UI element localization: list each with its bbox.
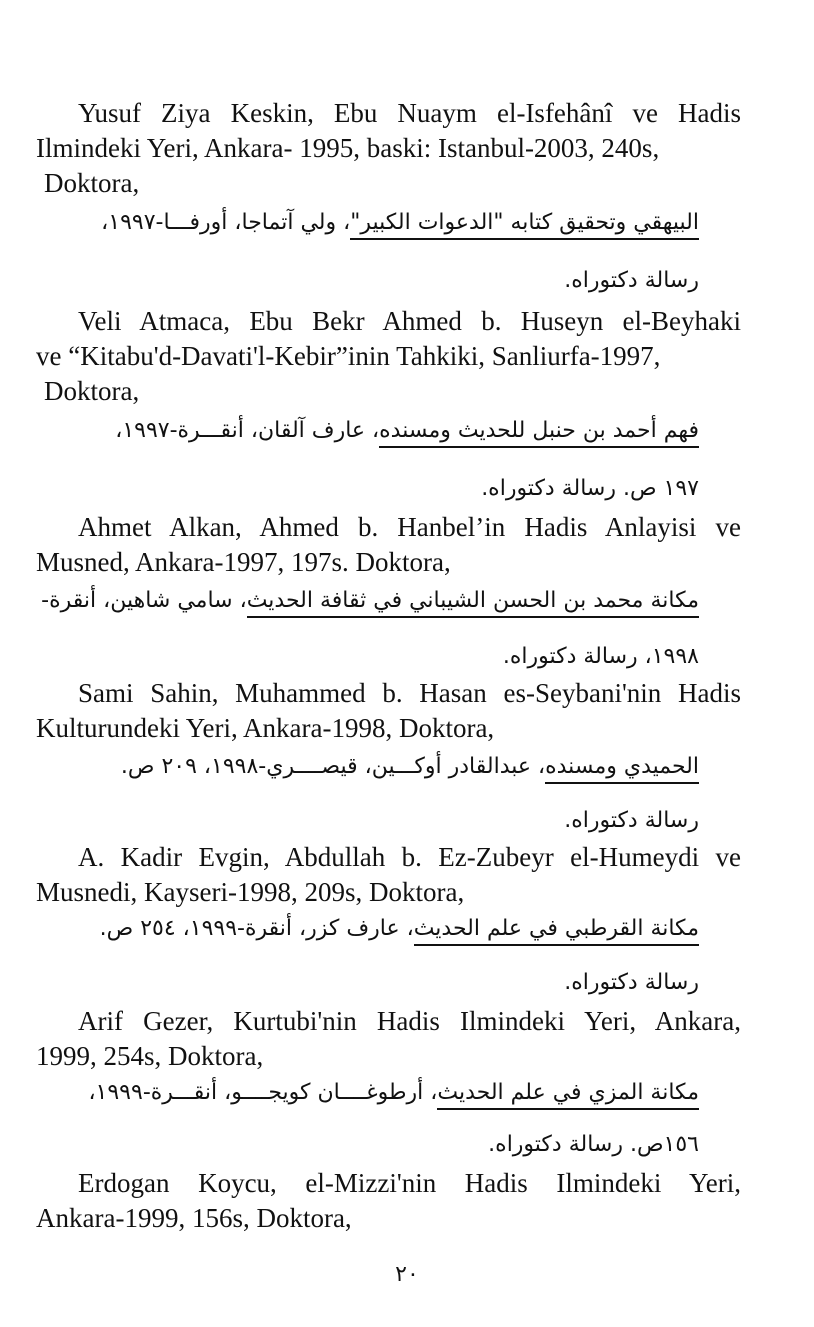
entry-4-latin bbox=[36, 676, 741, 746]
page-number: ٢٠ bbox=[395, 1262, 419, 1287]
entry-6-line-1: Arif Gezer, Kurtubi'nin Hadis Ilmindeki Yeri, Ankara, bbox=[78, 1006, 741, 1036]
entry-7-line-1: Erdogan Koycu, el-Mizzi'nin Hadis Ilmindeki Yeri, bbox=[78, 1168, 741, 1198]
entry-5-line-1: A. Kadir Evgin, Abdullah b. Ez-Zubeyr el-Humeydi ve bbox=[78, 842, 741, 872]
entry-3-arabic-line-2: ١٩٩٨، رسالة دكتوراه. bbox=[502, 644, 699, 669]
entry-3-line-2: Musned, Ankara-1997, 197s. Doktora, bbox=[36, 547, 451, 577]
entry-2-arabic bbox=[115, 418, 699, 443]
entry-3-arabic-title: مكانة محمد بن الحسن الشيباني في ثقافة الحديث bbox=[247, 588, 699, 618]
entry-4-arabic bbox=[121, 754, 699, 779]
entry-6-latin bbox=[36, 1004, 741, 1074]
entry-4-line-1: Sami Sahin, Muhammed b. Hasan es-Seybani'nin Hadis bbox=[78, 678, 741, 708]
entry-2-arabic-rest: ، عارف آلقان، أنقـــرة-١٩٩٧، bbox=[115, 418, 380, 443]
entry-4-arabic-rest: ، عبدالقادر أوكـــين، قيصــــري-١٩٩٨، ٢٠٩ ص. bbox=[120, 754, 546, 779]
entry-3-arabic bbox=[41, 588, 699, 613]
entry-5-arabic-rest: ، عارف كزر، أنقرة-١٩٩٩، ٢٥٤ ص. bbox=[99, 916, 414, 941]
entry-5-line-2: Musnedi, Kayseri-1998, 209s, Doktora, bbox=[36, 877, 465, 907]
entry-7-line-2: Ankara-1999, 156s, Doktora, bbox=[36, 1203, 352, 1233]
entry-2-line-2: ve “Kitabu'd-Davati'l-Kebir”inin Tahkiki, Sanliurfa-1997, bbox=[36, 341, 661, 371]
entry-6-arabic-title: مكانة المزي في علم الحديث bbox=[437, 1080, 699, 1110]
entry-1-line-2: Ilmindeki Yeri, Ankara- 1995, baski: Istanbul-2003, 240s, bbox=[36, 133, 660, 163]
entry-5-arabic-title: مكانة القرطبي في علم الحديث bbox=[414, 916, 699, 946]
entry-6-arabic bbox=[88, 1080, 699, 1105]
entry-7-latin bbox=[36, 1166, 741, 1236]
entry-4-arabic-title: الحميدي ومسنده bbox=[545, 754, 699, 784]
entry-1-line-3: Doktora, bbox=[44, 168, 140, 198]
entry-1-latin bbox=[36, 96, 741, 201]
entry-5-arabic-line-2: رسالة دكتوراه. bbox=[564, 970, 699, 995]
entry-6-arabic-line-2: ١٥٦ص. رسالة دكتوراه. bbox=[488, 1132, 699, 1157]
entry-2-arabic-line-2: ١٩٧ ص. رسالة دكتوراه. bbox=[481, 476, 699, 501]
entry-6-line-2: 1999, 254s, Doktora, bbox=[36, 1041, 264, 1071]
entry-1-arabic-line-2: رسالة دكتوراه. bbox=[564, 268, 699, 293]
entry-5-arabic bbox=[100, 916, 699, 941]
entry-3-line-1: Ahmet Alkan, Ahmed b. Hanbel’in Hadis Anlayisi ve bbox=[78, 512, 741, 542]
entry-5-latin bbox=[36, 840, 741, 910]
entry-2-latin bbox=[36, 304, 741, 409]
entry-2-arabic-title: فهم أحمد بن حنبل للحديث ومسنده bbox=[379, 418, 699, 448]
entry-2-line-3: Doktora, bbox=[44, 376, 140, 406]
entry-4-line-2: Kulturundeki Yeri, Ankara-1998, Doktora, bbox=[36, 713, 495, 743]
entry-6-arabic-rest: ، أرطوغــــان كويجــــو، أنقـــرة-١٩٩٩، bbox=[88, 1080, 438, 1105]
entry-4-arabic-line-2: رسالة دكتوراه. bbox=[564, 808, 699, 833]
entry-1-arabic-rest: ، ولي آتماجا، أورفـــا-١٩٩٧، bbox=[101, 210, 351, 235]
entry-3-arabic-rest: ، سامي شاهين، أنقرة- bbox=[41, 588, 247, 613]
entry-1-line-1: Yusuf Ziya Keskin, Ebu Nuaym el-Isfehânî ve Hadis bbox=[78, 98, 741, 128]
entry-1-arabic bbox=[101, 210, 699, 235]
entry-1-arabic-title: البيهقي وتحقيق كتابه "الدعوات الكبير" bbox=[350, 210, 699, 240]
entry-3-latin bbox=[36, 510, 741, 580]
entry-2-line-1: Veli Atmaca, Ebu Bekr Ahmed b. Huseyn el-Beyhaki bbox=[78, 306, 741, 336]
